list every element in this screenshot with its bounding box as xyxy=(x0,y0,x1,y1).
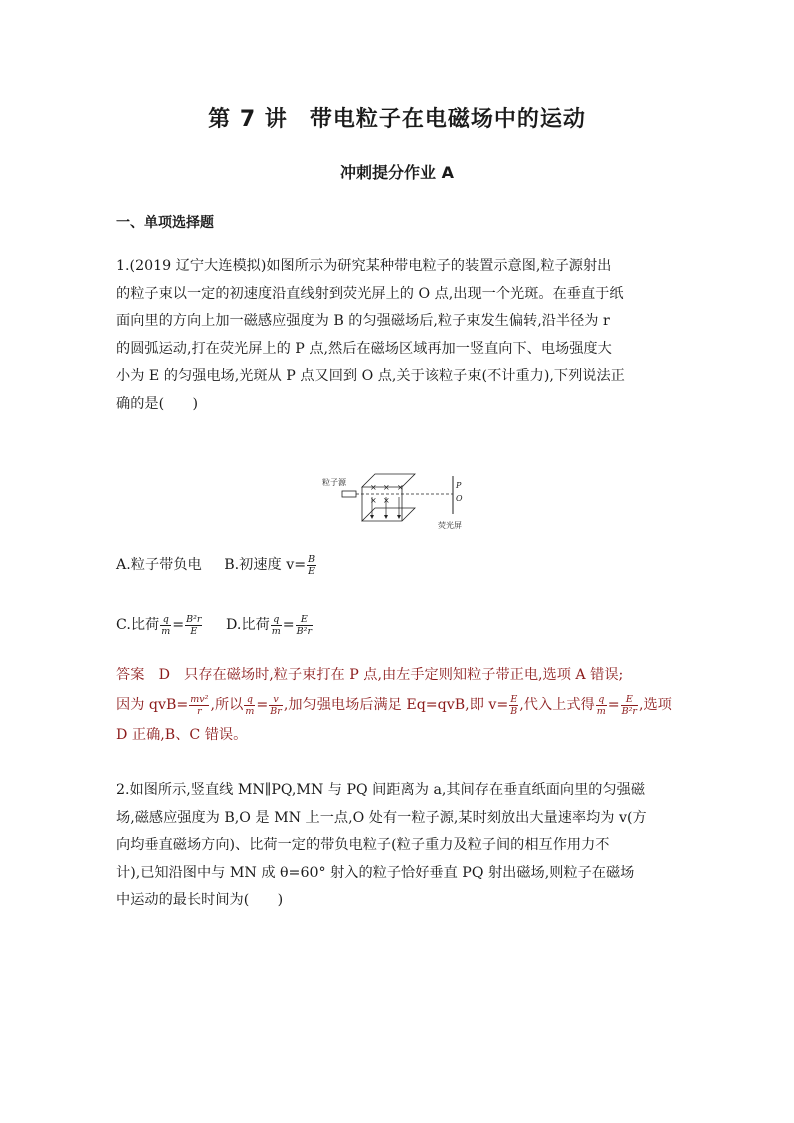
question-1-line: 确的是( ) xyxy=(116,395,199,412)
answer-explanation xyxy=(116,660,692,750)
question-2-line: 2.如图所示,竖直线 MN∥PQ,MN 与 PQ 间距离为 a,其间存在垂直纸面向里的匀强磁 xyxy=(116,782,646,798)
point-o-label: O xyxy=(456,494,463,503)
e-field-arrowhead xyxy=(370,515,374,519)
option-b[interactable] xyxy=(224,552,317,580)
fraction: $\frac{E}{\text{B²r}}$ xyxy=(296,613,313,637)
question-1-line: 的圆弧运动,打在荧光屏上的 P 点,然后在磁场区域再加一竖直向下、电场强度大 xyxy=(116,340,612,357)
answer-line: 答案 D 只存在磁场时,粒子束打在 P 点,由左手定则知粒子带正电,选项 A 错误; xyxy=(116,667,624,683)
question-1-line: 小为 E 的匀强电场,光斑从 P 点又回到 O 点,关于该粒子束(不计重力),下列说法正 xyxy=(116,368,625,384)
question-2-line: 中运动的最长时间为( ) xyxy=(116,892,284,908)
answer-line: 因为 qvB= $\frac{\text{mv²}}{r}$ ,所以 $\frac{q}{m}$ = $\frac{v}{Br}$ ,加匀强电场后满足 Eq=qvB,即 v= $\frac{E}{B}$ ,代入上式得 $\frac{q}{m}$ = $\frac{E}{\text{B²r}}$ ,选项 xyxy=(116,693,672,717)
fraction: $\frac{E}{\text{B²r}}$ xyxy=(621,693,637,717)
lecture-number: 第 7 讲 xyxy=(208,107,288,132)
question-1 xyxy=(116,253,682,418)
options-row-2 xyxy=(116,612,682,640)
fraction: $\frac{q}{m}$ xyxy=(271,613,281,637)
option-b-text: B.初速度 v= xyxy=(224,557,307,573)
fraction: $\frac{E}{B}$ xyxy=(510,693,518,717)
field-cross-mark: × xyxy=(370,496,377,505)
page-subtitle: 冲刺提分作业 A xyxy=(340,163,454,182)
question-2-line: 计),已知沿图中与 MN 成 θ=60° 射入的粒子恰好垂直 PQ 射出磁场,则粒子在磁场 xyxy=(116,864,635,881)
section-heading: 一、单项选择题 xyxy=(116,215,214,231)
option-a[interactable]: A.粒子带负电 xyxy=(116,557,202,573)
question-2-line: 向均垂直磁场方向)、比荷一定的带负电粒子(粒子重力及粒子间的相互作用力不 xyxy=(116,837,610,853)
fraction: $\frac{q}{m}$ xyxy=(161,613,171,637)
question-1-line: 的粒子束以一定的初速度沿直线射到荧光屏上的 O 点,出现一个光斑。在垂直于纸 xyxy=(116,285,624,302)
question-2-line: 场,磁感应强度为 B,O 是 MN 上一点,O 处有一粒子源,某时刻放出大量速率均为 v(方 xyxy=(116,809,647,826)
screen-label: 荧光屏 xyxy=(438,521,462,530)
answer-line: D 正确,B、C 错误。 xyxy=(116,727,248,743)
fraction: $\frac{\text{mv²}}{r}$ xyxy=(190,693,209,717)
apparatus-diagram xyxy=(320,452,490,532)
fraction: $\frac{v}{Br}$ xyxy=(270,693,282,717)
option-d[interactable]: D.比荷 $\frac{q}{m}$ = $\frac{E}{\text{B²r}}$ xyxy=(226,613,313,637)
field-cross-mark: × xyxy=(383,496,390,505)
particle-source-box xyxy=(342,491,356,497)
point-p-label: P xyxy=(456,481,462,490)
options-row-1 xyxy=(116,552,682,580)
fraction: $\frac{q}{m}$ xyxy=(596,693,606,717)
field-cross-mark: × xyxy=(370,483,377,492)
option-c[interactable]: C.比荷 $\frac{q}{m}$ = $\frac{\text{B²r}}{E}$ xyxy=(116,613,202,637)
fraction: $\frac{B}{E}$ xyxy=(308,553,316,577)
bottom-plate xyxy=(362,508,415,521)
question-2 xyxy=(116,777,682,915)
fraction: $\frac{q}{m}$ xyxy=(245,693,255,717)
field-cross-mark: × xyxy=(383,483,390,492)
fraction: $\frac{\text{B²r}}{E}$ xyxy=(186,613,202,637)
page-title xyxy=(0,102,794,133)
field-cross-mark: × xyxy=(397,483,404,492)
lecture-title: 带电粒子在电磁场中的运动 xyxy=(309,107,586,132)
apparatus-svg xyxy=(320,452,490,532)
question-1-line: 面向里的方向上加一磁感应强度为 B 的匀强磁场后,粒子束发生偏转,沿半径为 r xyxy=(116,313,610,329)
e-field-arrowhead xyxy=(397,515,401,519)
question-1-line: 1.(2019 辽宁大连模拟)如图所示为研究某种带电粒子的装置示意图,粒子源射出 xyxy=(116,258,612,274)
e-field-arrowhead xyxy=(384,515,388,519)
particle-source-label: 粒子源 xyxy=(322,478,346,487)
